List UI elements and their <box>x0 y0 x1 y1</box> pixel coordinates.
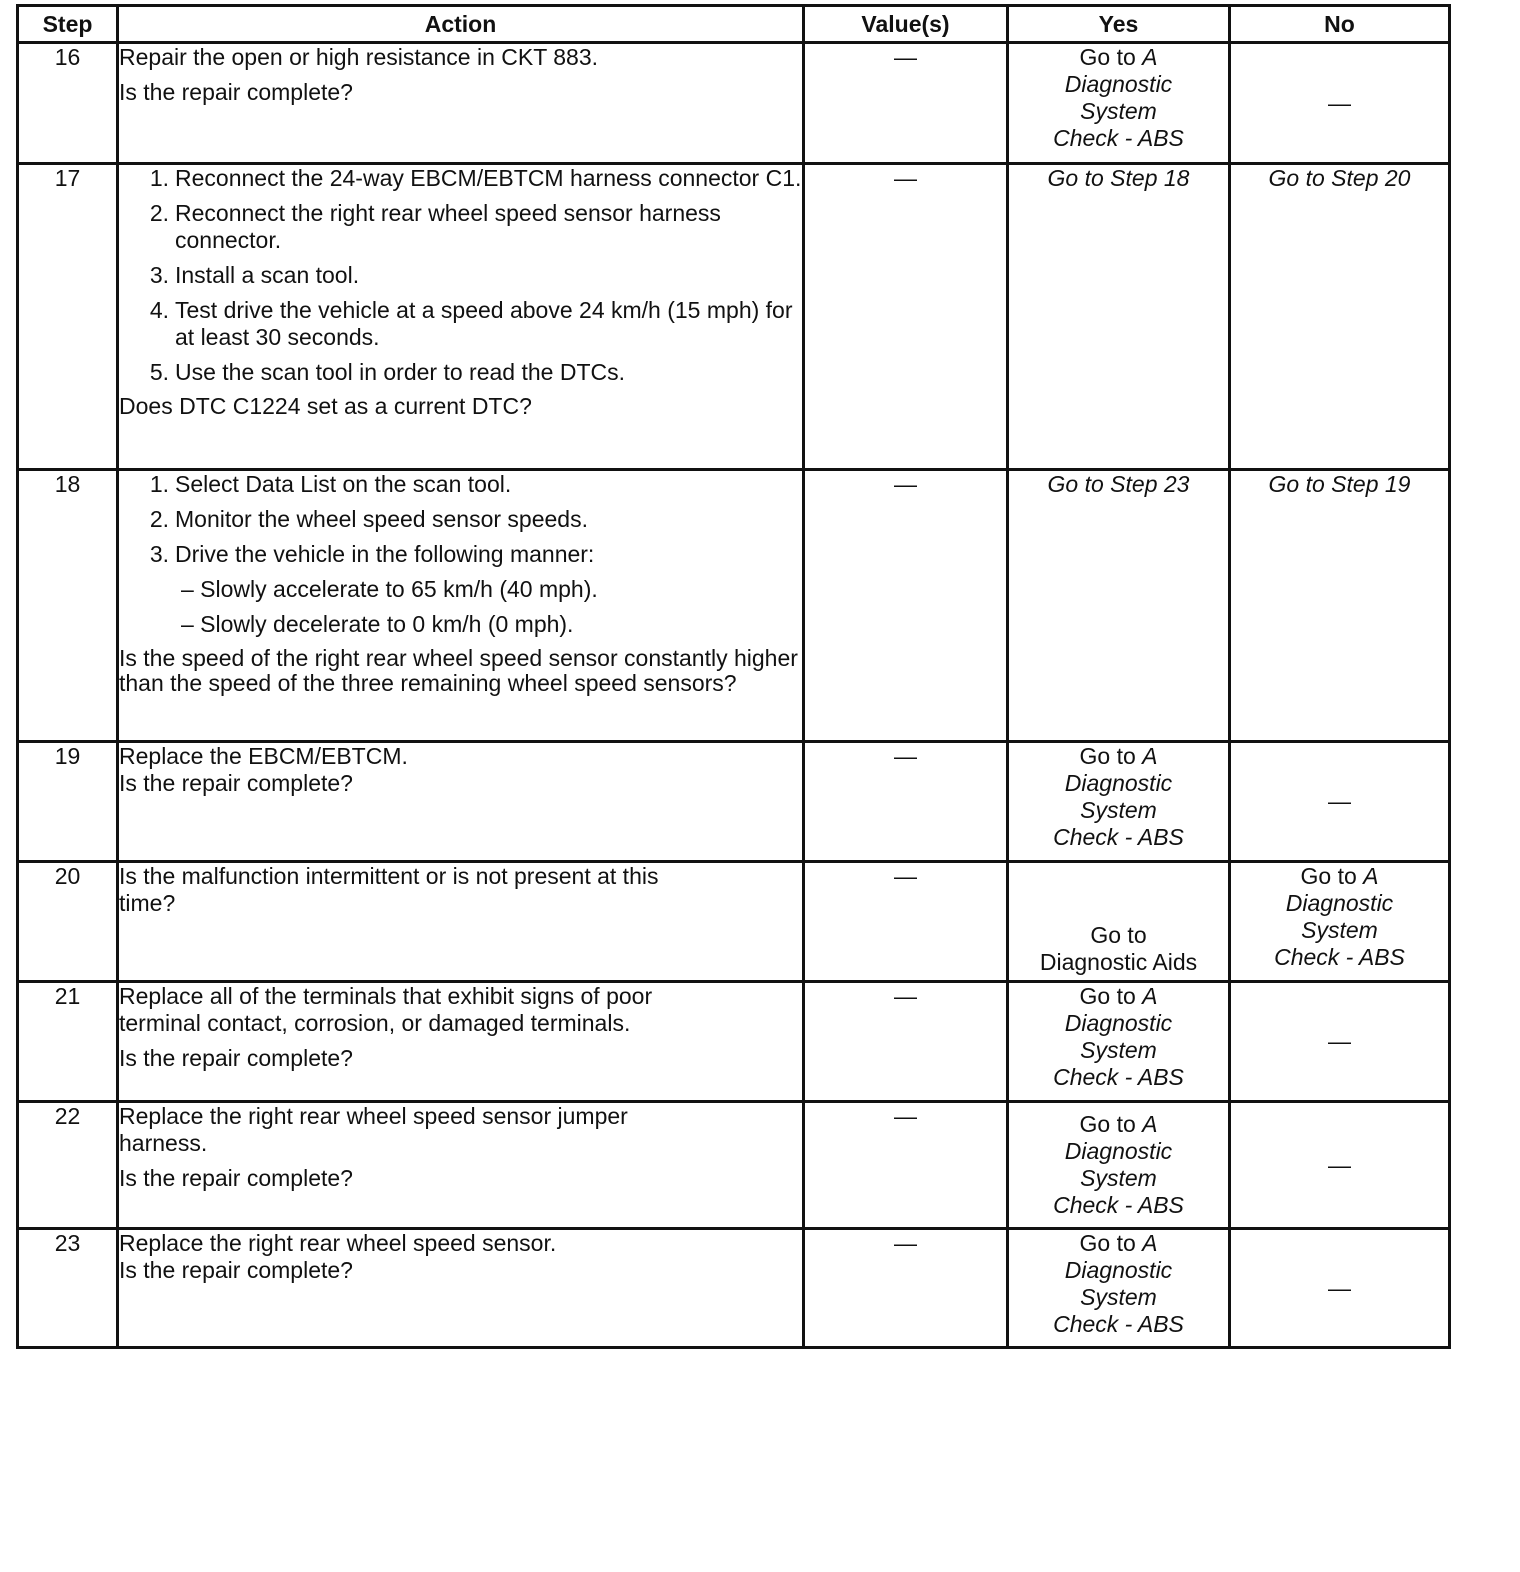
goto-text: Check - ABS <box>1053 1064 1184 1090</box>
goto-diagnostic-aids-link <box>1009 922 1228 976</box>
table-row <box>18 43 1450 164</box>
diagnostic-table <box>16 4 1451 1349</box>
dash: — <box>1328 1151 1351 1178</box>
yes-cell <box>1008 1229 1230 1348</box>
dash: — <box>1328 788 1351 814</box>
value-cell <box>804 862 1008 982</box>
goto-text: System <box>1080 98 1157 124</box>
goto-text: Go to <box>1079 1230 1143 1256</box>
step-number: 22 <box>18 1102 118 1229</box>
goto-text: A <box>1363 863 1379 889</box>
goto-text: Go to <box>1079 743 1143 769</box>
table-row <box>18 1229 1450 1348</box>
header-values: Value(s) <box>804 6 1008 43</box>
table-row <box>18 470 1450 742</box>
goto-text: Check - ABS <box>1053 824 1184 850</box>
no-cell <box>1230 982 1450 1102</box>
goto-text: Go to <box>1079 1111 1143 1137</box>
action-question: Is the repair complete? <box>119 770 353 796</box>
action-cell <box>118 982 804 1102</box>
goto-text: Diagnostic <box>1064 71 1173 97</box>
value-cell <box>804 164 1008 470</box>
step-number: 23 <box>18 1229 118 1348</box>
item-text: Install a scan tool. <box>175 262 360 288</box>
goto-text: System <box>1080 797 1157 823</box>
item-number: 3. <box>149 541 169 567</box>
no-cell <box>1230 1229 1450 1348</box>
item-text: Test drive the vehicle at a speed above 24 km/h (15 mph) for at least 30 seconds. <box>175 297 793 350</box>
yes-cell <box>1008 164 1230 470</box>
header-yes: Yes <box>1008 6 1230 43</box>
goto-text: System <box>1080 1165 1157 1191</box>
goto-text: A <box>1142 983 1158 1009</box>
step-number: 19 <box>18 742 118 862</box>
step-number: 16 <box>18 43 118 164</box>
yes-cell <box>1008 470 1230 742</box>
no-cell <box>1230 862 1450 982</box>
goto-text: Go to <box>1079 983 1143 1009</box>
header-step: Step <box>18 6 118 43</box>
goto-abs-link <box>1009 44 1228 152</box>
action-cell <box>118 742 804 862</box>
step-number: 20 <box>18 862 118 982</box>
table-row <box>18 742 1450 862</box>
table-row <box>18 862 1450 982</box>
no-cell <box>1230 1102 1450 1229</box>
goto-text: A <box>1142 1111 1158 1137</box>
goto-abs-link <box>1231 863 1448 971</box>
dash: — <box>894 743 917 769</box>
action-text: Replace the right rear wheel speed sensor. <box>119 1230 557 1256</box>
goto-text: Diagnostic Aids <box>1039 949 1198 975</box>
action-question: Is the repair complete? <box>119 1045 353 1071</box>
goto-text: Check - ABS <box>1053 1311 1184 1337</box>
action-question: Is the repair complete? <box>119 79 353 105</box>
item-number: 3. <box>149 262 169 288</box>
table-row <box>18 982 1450 1102</box>
goto-text: System <box>1080 1037 1157 1063</box>
item-text: Use the scan tool in order to read the DTCs. <box>175 359 625 385</box>
goto-text: Check - ABS <box>1053 125 1184 151</box>
goto-text: Diagnostic <box>1285 890 1394 916</box>
list-item <box>119 262 802 289</box>
goto-step-link: Go to Step 19 <box>1268 471 1411 497</box>
goto-text: Diagnostic <box>1064 1138 1173 1164</box>
goto-text: Check - ABS <box>1274 944 1405 970</box>
sub-list-item: – Slowly decelerate to 0 km/h (0 mph). <box>181 611 574 637</box>
no-cell <box>1230 742 1450 862</box>
yes-cell <box>1008 862 1230 982</box>
goto-abs-link <box>1009 1111 1228 1219</box>
action-question: Does DTC C1224 set as a current DTC? <box>119 393 532 419</box>
goto-abs-link <box>1009 1230 1228 1338</box>
item-text: Drive the vehicle in the following manner: <box>175 541 595 567</box>
list-item <box>119 297 802 351</box>
action-question: Is the speed of the right rear wheel speed sensor constantly higher than the speed of the three remaining wheel speed sensors? <box>119 645 798 696</box>
goto-text: Go to <box>1090 922 1147 948</box>
goto-text: A <box>1142 1230 1158 1256</box>
goto-text: Go to <box>1079 44 1143 70</box>
sub-list-item: – Slowly accelerate to 65 km/h (40 mph). <box>181 576 598 602</box>
action-question: Is the malfunction intermittent or is not present at this time? <box>119 863 659 916</box>
action-question: Is the repair complete? <box>119 1165 353 1191</box>
action-cell <box>118 862 804 982</box>
no-cell <box>1230 164 1450 470</box>
goto-step-link: Go to Step 18 <box>1047 165 1190 191</box>
goto-abs-link <box>1009 983 1228 1091</box>
goto-text: Check - ABS <box>1053 1192 1184 1218</box>
action-text: Replace the EBCM/EBTCM. <box>119 743 408 769</box>
value-cell <box>804 1229 1008 1348</box>
dash: — <box>1328 89 1351 116</box>
action-cell <box>118 43 804 164</box>
item-text: Monitor the wheel speed sensor speeds. <box>175 506 588 532</box>
header-no: No <box>1230 6 1450 43</box>
item-text: Reconnect the right rear wheel speed sensor harness connector. <box>175 200 721 253</box>
item-text: Select Data List on the scan tool. <box>175 471 512 497</box>
yes-cell <box>1008 1102 1230 1229</box>
dash: — <box>894 471 917 497</box>
goto-text: Diagnostic <box>1064 1257 1173 1283</box>
goto-step-link: Go to Step 23 <box>1047 471 1190 497</box>
item-number: 5. <box>149 359 169 385</box>
action-cell <box>118 470 804 742</box>
goto-text: Go to <box>1300 863 1364 889</box>
table-header-row <box>18 6 1450 43</box>
dash: — <box>894 1103 917 1129</box>
header-action: Action <box>118 6 804 43</box>
item-number: 2. <box>149 506 169 532</box>
yes-cell <box>1008 742 1230 862</box>
goto-text: A <box>1142 44 1158 70</box>
yes-cell <box>1008 43 1230 164</box>
action-cell <box>118 1102 804 1229</box>
action-cell <box>118 1229 804 1348</box>
action-text: Repair the open or high resistance in CKT 883. <box>119 44 599 70</box>
action-text: Replace all of the terminals that exhibit signs of poor terminal contact, corrosion, or damaged terminals. <box>119 983 653 1036</box>
no-cell <box>1230 470 1450 742</box>
goto-step-link: Go to Step 20 <box>1268 165 1411 191</box>
item-number: 1. <box>149 165 169 191</box>
no-cell <box>1230 43 1450 164</box>
item-text: Reconnect the 24-way EBCM/EBTCM harness connector C1. <box>175 165 802 191</box>
action-question: Is the repair complete? <box>119 1257 353 1283</box>
goto-text: System <box>1080 1284 1157 1310</box>
dash: — <box>894 983 917 1009</box>
value-cell <box>804 470 1008 742</box>
value-cell <box>804 43 1008 164</box>
list-item <box>119 165 802 192</box>
step-number: 21 <box>18 982 118 1102</box>
item-number: 4. <box>149 297 169 323</box>
step-number: 18 <box>18 470 118 742</box>
action-text: Replace the right rear wheel speed sensor jumper harness. <box>119 1103 628 1156</box>
list-item <box>119 541 802 568</box>
value-cell <box>804 742 1008 862</box>
goto-abs-link <box>1009 743 1228 851</box>
dash: — <box>1328 1274 1351 1301</box>
dash: — <box>894 44 917 70</box>
dash: — <box>894 863 917 889</box>
table-row <box>18 164 1450 470</box>
goto-text: Diagnostic <box>1064 770 1173 796</box>
goto-text: System <box>1301 917 1378 943</box>
value-cell <box>804 982 1008 1102</box>
dash: — <box>1328 1028 1351 1054</box>
item-number: 2. <box>149 200 169 226</box>
action-cell <box>118 164 804 470</box>
list-item <box>119 359 802 386</box>
value-cell <box>804 1102 1008 1229</box>
step-number: 17 <box>18 164 118 470</box>
item-number: 1. <box>149 471 169 497</box>
dash: — <box>894 1230 917 1256</box>
table-row <box>18 1102 1450 1229</box>
list-item <box>119 200 802 254</box>
yes-cell <box>1008 982 1230 1102</box>
goto-text: Diagnostic <box>1064 1010 1173 1036</box>
list-item <box>119 471 802 498</box>
list-item <box>119 506 802 533</box>
dash: — <box>894 165 917 191</box>
goto-text: A <box>1142 743 1158 769</box>
